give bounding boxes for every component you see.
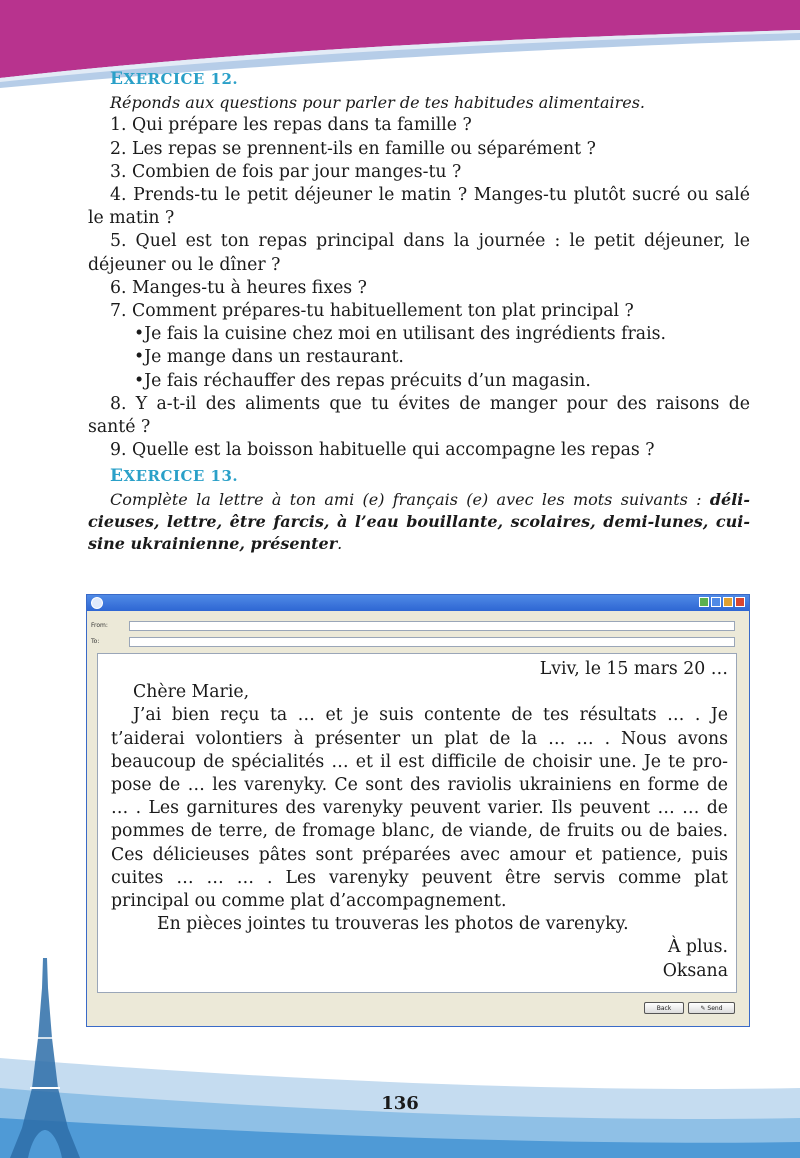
window-titlebar xyxy=(87,595,749,611)
email-window xyxy=(86,594,750,1027)
from-label: From: xyxy=(91,622,108,629)
word-list: délicieuses, lettre, être farcis, à l’eau bouillante, scolaires, demi-lunes, cuisine ukrainienne, présenter xyxy=(88,489,750,553)
letter-signature: Oksana xyxy=(662,960,728,981)
back-button[interactable]: Back xyxy=(644,1002,684,1014)
question-item: 4. Prends-tu le petit déjeuner le matin ? Manges-tu plutôt sucré ou salé le matin ? xyxy=(88,185,750,229)
to-field[interactable] xyxy=(129,637,735,647)
eiffel-tower-icon xyxy=(10,958,80,1158)
bullet-item: •Je fais réchauffer des repas précuits d’un magasin. xyxy=(134,370,591,391)
exercises xyxy=(88,68,750,555)
question-item: 9. Quelle est la boisson habituelle qui accompagne les repas ? xyxy=(110,440,655,461)
letter-closing: À plus. xyxy=(667,937,728,958)
close-icon[interactable] xyxy=(735,597,745,607)
letter-body: J’ai bien reçu ta … et je suis contente de tes résultats … . Je t’aiderai volontiers à présenter un plat de la … … . Nous avons beaucoup de spécialités … et il est difficile de choisir une. Je te propose de … les varenyky. Ce sont des raviolis ukrainiens en forme de … . Les garnitures des varenyky peuvent varier. Ils peuvent … … de pommes de terre, de fromage blanc, de viande, de fruits ou de baies. Ces délicieuses pâtes sont préparées avec amour et patience, puis cuites … … … . Les varenyky peuvent être servis comme plat principal ou comme plat d’accompagnement. xyxy=(111,705,728,912)
bullet-item: •Je mange dans un restaurant. xyxy=(134,347,404,368)
letter-date: Lviv, le 15 mars 20 … xyxy=(539,659,728,679)
maximize-icon[interactable] xyxy=(723,597,733,607)
question-item: 8. Y a-t-il des aliments que tu évites de manger pour des raisons de santé ? xyxy=(88,393,750,438)
question-item: 6. Manges-tu à heures fixes ? xyxy=(110,277,367,298)
minimize-icon[interactable] xyxy=(711,597,721,607)
help-icon[interactable] xyxy=(699,597,709,607)
message-body[interactable] xyxy=(97,653,737,993)
page-number: 136 xyxy=(381,1093,419,1114)
question-item: 5. Quel est ton repas principal dans la journée : le petit déjeuner, le déjeuner ou le dîner ? xyxy=(88,231,750,275)
exercise-13-instruction: Complète la lettre à ton ami (e) français (e) avec les mots suivants : délicieuses, lettre, être farcis, à l’eau bouillante, scolaires, demi-lunes, cuisine ukrainienne, présenter. xyxy=(88,489,750,553)
question-item: 1. Qui prépare les repas dans ta famille ? xyxy=(110,115,472,136)
to-label: To: xyxy=(91,638,100,645)
letter-attachments-line: En pièces jointes tu trouveras les photos de varenyky. xyxy=(157,914,629,935)
question-item: 2. Les repas se prennent-ils en famille ou séparément ? xyxy=(110,138,596,159)
question-item: 7. Comment prépares-tu habituellement ton plat principal ? xyxy=(110,301,634,322)
question-item: 3. Combien de fois par jour manges-tu ? xyxy=(110,161,462,182)
exercise-13-title: EXERCICE 13. xyxy=(110,466,239,487)
send-icon: ✎ xyxy=(700,1005,708,1012)
from-field[interactable] xyxy=(129,621,735,631)
exercise-12-title: EXERCICE 12. xyxy=(110,69,239,89)
letter-greeting: Chère Marie, xyxy=(133,682,250,703)
bullet-item: •Je fais la cuisine chez moi en utilisant des ingrédients frais. xyxy=(134,324,666,345)
send-button[interactable]: ✎ Send xyxy=(688,1002,735,1014)
app-logo-icon xyxy=(91,597,103,609)
exercise-12-instruction: Réponds aux questions pour parler de tes habitudes alimentaires. xyxy=(110,93,646,113)
